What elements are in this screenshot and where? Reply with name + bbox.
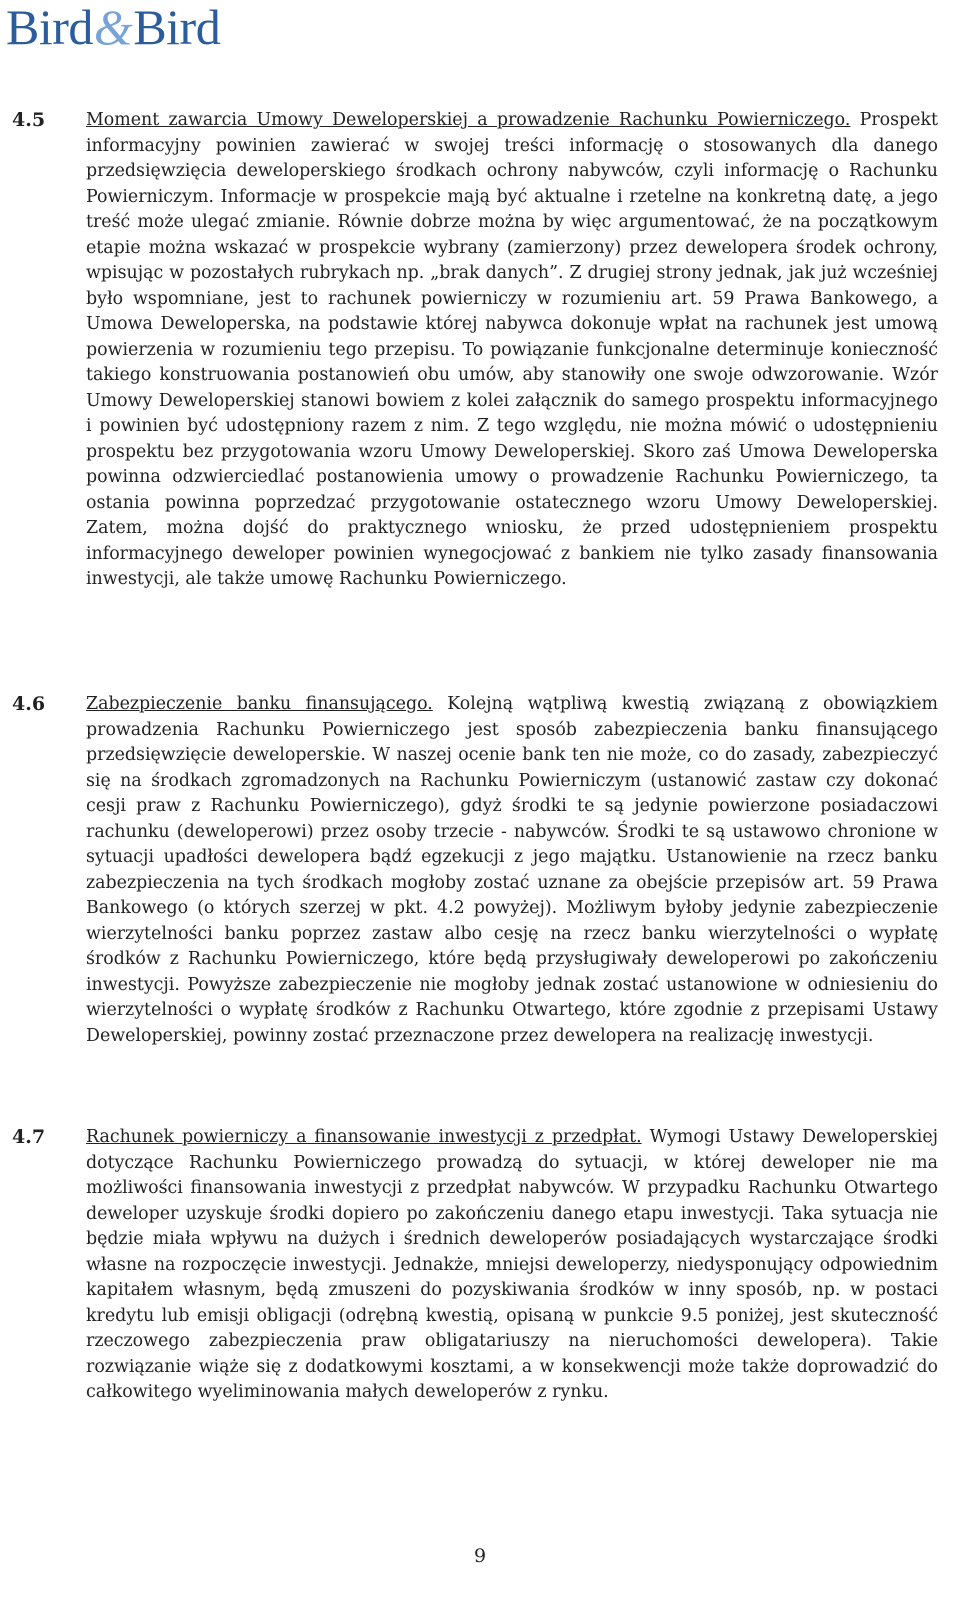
section-number: 4.5 bbox=[12, 109, 46, 131]
section-heading: Zabezpieczenie banku finansującego. bbox=[86, 694, 433, 714]
section-4-7 bbox=[12, 1125, 938, 1406]
section-body: Prospekt informacyjny powinien zawierać w swojej treści informację o stosowanych dla danego przedsięwzięcia deweloperskiego środkach ochrony nabywców, czyli informację o Rachunku Powierniczym. Informacje w prospekcie mają być aktualne i rzetelne na konkretną datę, a jego treść może ulegać zmianie. Równie dobrze można by więc argumentować, że na początkowym etapie można wskazać w prospekcie wybrany (zamierzony) przez dewelopera środek ochrony, wpisując w pozostałych rubrykach np. „brak danych”. Z drugiej strony jednak, jak już wcześniej było wspomniane, jest to rachunek powierniczy w rozumieniu art. 59 Prawa Bankowego, a Umowa Deweloperska, na podstawie której nabywca dokonuje wpłat na rachunek jest umową powierzenia w rozumieniu tego przepisu. To powiązanie funkcjonalne determinuje konieczność takiego konstruowania postanowień obu umów, aby stanowiły one swoje odwzorowanie. Wzór Umowy Deweloperskiej stanowi bowiem z kolei załącznik do samego prospektu informacyjnego i powinien być udostępniony razem z nim. Z tego względu, nie można mówić o udostępnieniu prospektu bez przygotowania wzoru Umowy Deweloperskiej. Skoro zaś Umowa Deweloperska powinna odzwierciedlać postanowienia umowy o prowadzenie Rachunku Powierniczego, ta ostania powinna poprzedzać przygotowanie ostatecznego wzoru Umowy Deweloperskiej. Zatem, można dojść do praktycznego wniosku, że przed udostępnieniem prospektu informacyjnego deweloper powinien wynegocjować z bankiem nie tylko zasady finansowania inwestycji, ale także umowę Rachunku Powierniczego. bbox=[86, 110, 938, 589]
page-number: 9 bbox=[473, 1545, 487, 1567]
section-4-5 bbox=[12, 108, 938, 593]
section-number: 4.6 bbox=[12, 693, 46, 715]
section-number: 4.7 bbox=[12, 1126, 46, 1148]
section-heading: Moment zawarcia Umowy Deweloperskiej a prowadzenie Rachunku Powierniczego. bbox=[86, 110, 851, 130]
section-paragraph bbox=[86, 108, 938, 593]
logo-ampersand: & bbox=[93, 0, 133, 55]
section-paragraph bbox=[86, 1125, 938, 1406]
section-heading: Rachunek powierniczy a finansowanie inwestycji z przedpłat. bbox=[86, 1127, 642, 1147]
logo-word-1: Bird bbox=[6, 0, 93, 55]
section-body: Wymogi Ustawy Deweloperskiej dotyczące Rachunku Powierniczego prowadzą do sytuacji, w której deweloper nie ma możliwości finansowania inwestycji z przedpłat nabywców. W przypadku Rachunku Otwartego deweloper uzyskuje środki dopiero po zakończeniu danego etapu inwestycji. Taka sytuacja nie będzie miała wpływu na dużych i średnich deweloperów posiadających wystarczające środki własne na rozpoczęcie inwestycji. Jednakże, mniejsi deweloperzy, niedysponujący odpowiednim kapitałem własnym, będą zmuszeni do pozyskiwania środków w inny sposób, np. w postaci kredytu lub emisji obligacji (odrębną kwestią, opisaną w punkcie 9.5 poniżej, jest skuteczność rzeczowego zabezpieczenia praw obligatariuszy na nieruchomości dewelopera). Takie rozwiązanie wiąże się z dodatkowymi kosztami, a w konsekwencji może także doprowadzić do całkowitego wyeliminowania małych deweloperów z rynku. bbox=[86, 1127, 938, 1402]
logo-word-2: Bird bbox=[133, 0, 221, 55]
bird-and-bird-logo bbox=[6, 0, 220, 54]
section-4-6 bbox=[12, 692, 938, 1049]
section-body: Kolejną wątpliwą kwestią związaną z obowiązkiem prowadzenia Rachunku Powierniczego jest sposób zabezpieczenia banku finansującego przedsięwzięcie deweloperskie. W naszej ocenie bank ten nie może, co do zasady, zabezpieczyć się na środkach zgromadzonych na Rachunku Powierniczym (ustanowić zastaw czy dokonać cesji praw z Rachunku Powierniczego), gdyż środki te są jedynie powierzone posiadaczowi rachunku (deweloperowi) przez osoby trzecie - nabywców. Środki te są ustawowo chronione w sytuacji upadłości dewelopera bądź egzekucji z jego majątku. Ustanowienie na rzecz banku zabezpieczenia na tych środkach mogłoby zostać uznane za obejście przepisów art. 59 Prawa Bankowego (o których szerzej w pkt. 4.2 powyżej). Możliwym byłoby jedynie zabezpieczenie wierzytelności banku poprzez zastaw albo cesję na rzecz banku wierzytelności o wypłatę środków z Rachunku Powierniczego, które będą przysługiwały deweloperowi po zakończeniu inwestycji. Powyższe zabezpieczenie nie mogłoby jednak zostać ustanowione w odniesieniu do wierzytelności o wypłatę środków z Rachunku Otwartego, które zgodnie z przepisami Ustawy Deweloperskiej, powinny zostać przeznaczone przez dewelopera na realizację inwestycji. bbox=[86, 694, 938, 1046]
section-paragraph bbox=[86, 692, 938, 1049]
